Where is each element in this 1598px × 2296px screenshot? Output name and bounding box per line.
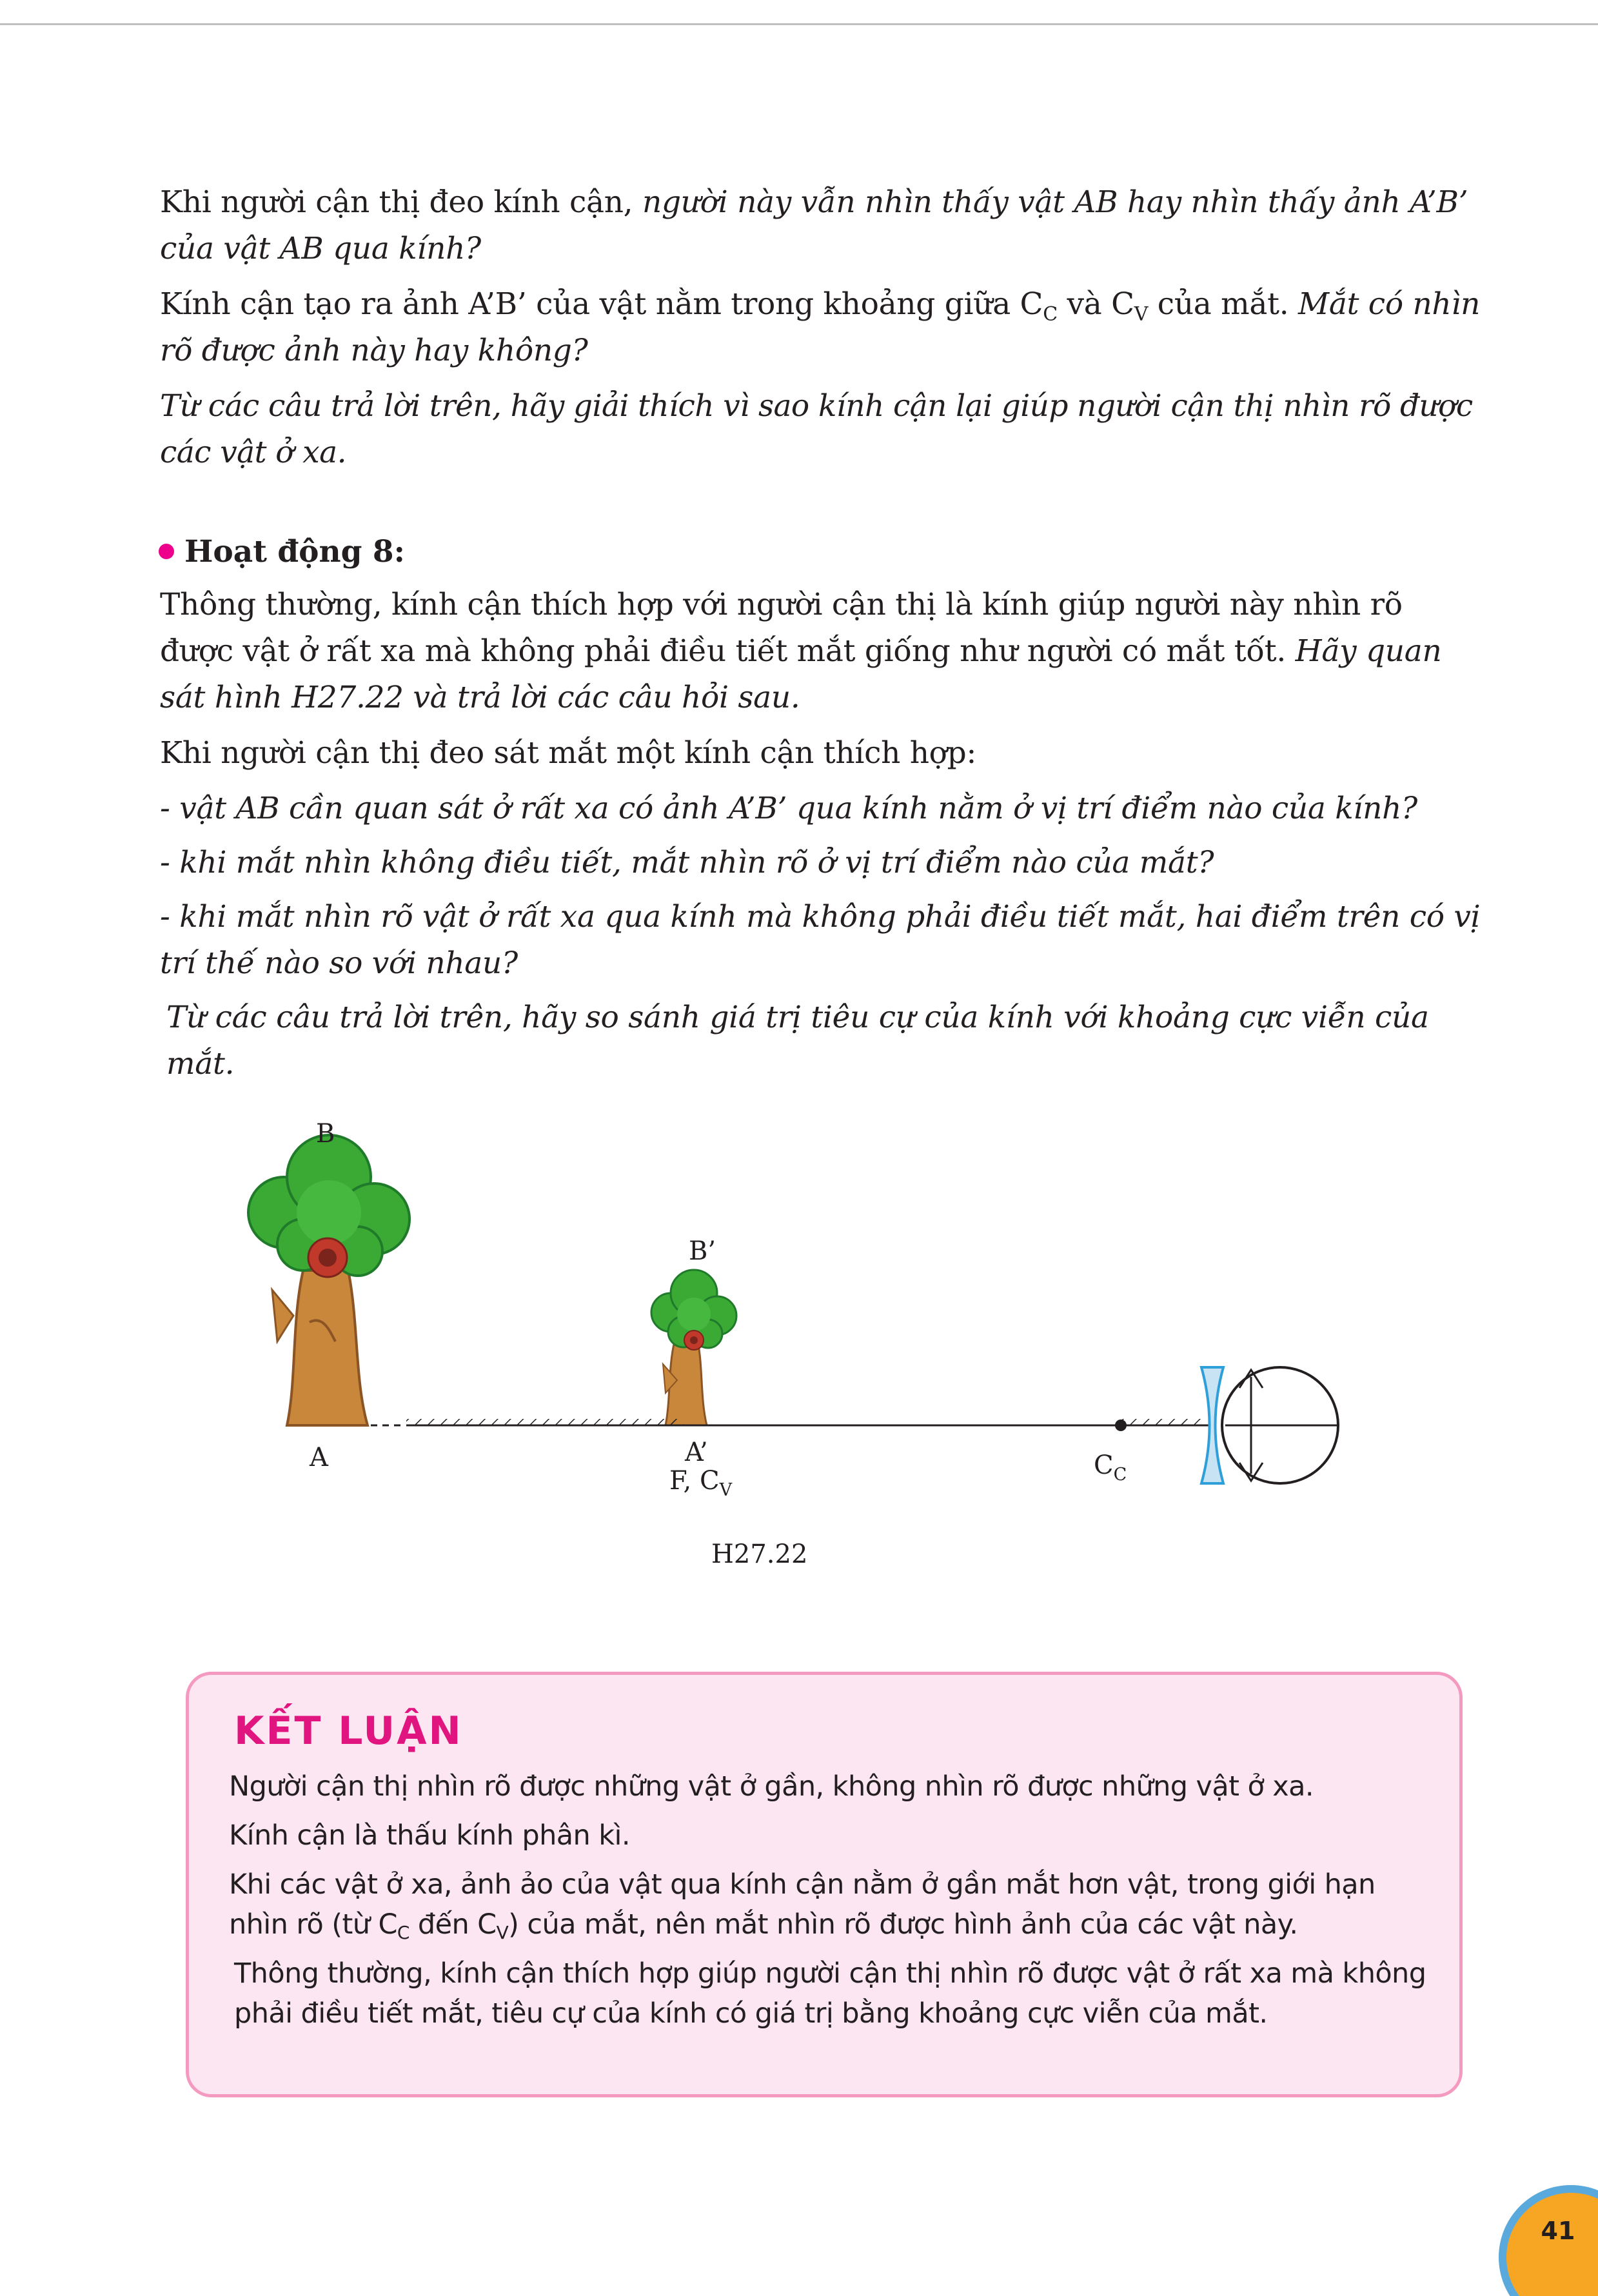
hatch-marks-left bbox=[406, 1419, 684, 1425]
intro-paragraph-3: Từ các câu trả lời trên, hãy giải thích vì sao kính cận lại giúp người cận thị nhìn rõ được các vật ở xa. bbox=[160, 388, 1473, 470]
intro-section bbox=[160, 179, 1482, 485]
figure-caption: H27.22 bbox=[711, 1539, 808, 1569]
label-a-prime: A’ bbox=[685, 1438, 708, 1467]
conclusion-title: KẾT LUẬN bbox=[234, 1708, 463, 1754]
hatch-marks-right bbox=[1121, 1419, 1205, 1425]
activity-paragraph-1: Thông thường, kính cận thích hợp với người cận thị là kính giúp người này nhìn rõ được vật ở rất xa mà không phải điều tiết mắt giống như người có mắt tốt. Hãy quan sát hình H27.22 và trả lời các câu hỏi sau. bbox=[160, 587, 1442, 715]
label-b: B bbox=[316, 1119, 335, 1149]
pink-bullet-icon bbox=[159, 544, 174, 559]
label-cc: $C_C$ bbox=[1094, 1450, 1127, 1485]
tree-object-ab bbox=[248, 1135, 409, 1425]
conclusion-paragraph-2: Kính cận là thấu kính phân kì. bbox=[229, 1819, 630, 1852]
eye-icon bbox=[1222, 1367, 1338, 1483]
page-number: 41 bbox=[1541, 2217, 1575, 2245]
label-b-prime: B’ bbox=[689, 1236, 716, 1266]
intro-paragraph-2: Kính cận tạo ra ảnh A’B’ của vật nằm trong khoảng giữa $C_C$ và $C_V$ của mắt. Mắt có nhìn rõ được ảnh này hay không? bbox=[160, 286, 1481, 368]
figure-h27-22 bbox=[232, 1109, 1367, 1599]
activity-question-3: - khi mắt nhìn rõ vật ở rất xa qua kính mà không phải điều tiết mắt, hai điểm trên có vị trí thế nào so với nhau? bbox=[160, 899, 1481, 981]
conclusion-body bbox=[229, 1767, 1441, 2043]
conclusion-paragraph-4: Thông thường, kính cận thích hợp giúp người cận thị nhìn rõ được vật ở rất xa mà không phải điều tiết mắt, tiêu cự của kính có giá trị bằng khoảng cực viễn của mắt. bbox=[234, 1957, 1426, 2030]
top-rule bbox=[0, 23, 1598, 25]
activity-question-2: - khi mắt nhìn không điều tiết, mắt nhìn rõ ở vị trí điểm nào của mắt? bbox=[160, 845, 1214, 880]
activity-paragraph-2: Khi người cận thị đeo sát mắt một kính cận thích hợp: bbox=[160, 735, 976, 771]
tree-image-a-prime-b-prime bbox=[651, 1270, 736, 1425]
label-f-cv: F, $C_V$ bbox=[669, 1466, 733, 1500]
activity-heading: Hoạt động 8: bbox=[159, 529, 405, 575]
label-a: A bbox=[310, 1443, 328, 1472]
activity-section bbox=[160, 582, 1482, 1095]
conclusion-paragraph-1: Người cận thị nhìn rõ được những vật ở gần, không nhìn rõ được những vật ở xa. bbox=[229, 1770, 1314, 1803]
conclusion-box bbox=[186, 1672, 1463, 2097]
point-cc-dot bbox=[1115, 1420, 1127, 1431]
activity-question-4: Từ các câu trả lời trên, hãy so sánh giá trị tiêu cự của kính với khoảng cực viễn của mắt. bbox=[166, 1000, 1429, 1082]
intro-paragraph-1: Khi người cận thị đeo kính cận, người này vẫn nhìn thấy vật AB hay nhìn thấy ảnh A’B’ của vật AB qua kính? bbox=[160, 184, 1468, 266]
activity-question-1: - vật AB cần quan sát ở rất xa có ảnh A’B’ qua kính nằm ở vị trí điểm nào của kính? bbox=[160, 791, 1417, 826]
figure-drawing bbox=[232, 1109, 1367, 1599]
conclusion-paragraph-3: Khi các vật ở xa, ảnh ảo của vật qua kính cận nằm ở gần mắt hơn vật, trong giới hạn nhìn rõ (từ $C_C$ đến $C_V$) của mắt, nên mắt nhìn rõ được hình ảnh của các vật này. bbox=[229, 1868, 1376, 1943]
